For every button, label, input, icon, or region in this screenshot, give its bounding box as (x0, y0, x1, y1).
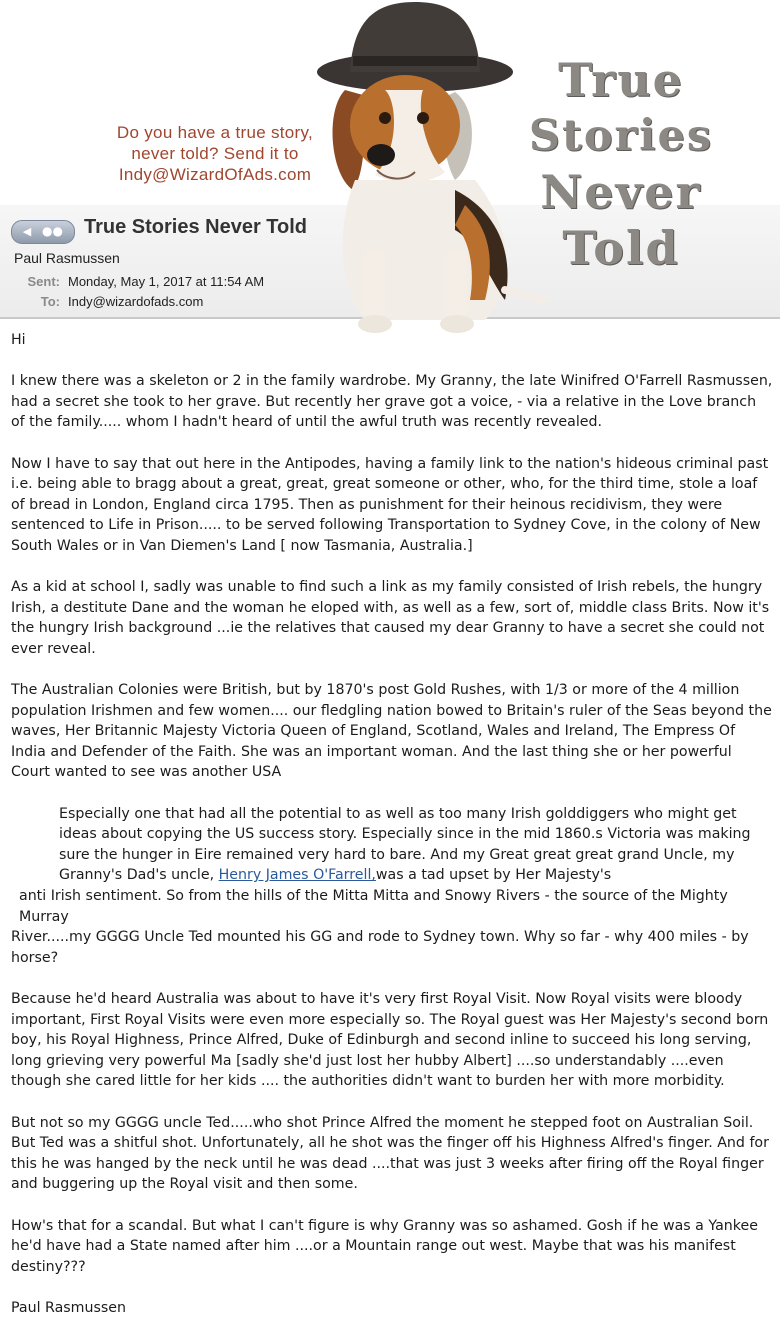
header (0, 0, 780, 320)
indented-text: Especially one that had all the potential to as well as too many Irish golddiggers who might get ideas about copying the US success story. Especially since in the mid 1860.s Victoria was making sure the hunger in Eire remained very hard to bare. And my Great great great grand Uncle, my Granny's Dad's uncle, (59, 805, 751, 884)
promo-line-1: Do you have a true story, (116, 123, 314, 142)
back-arrow-icon[interactable]: ◀ (22, 225, 32, 238)
email-subject: True Stories Never Told (84, 216, 308, 238)
continuation-paragraph: River.....my GGGG Uncle Ted mounted his GG and rode to Sydney town. Why so far - why 400 miles - by horse? (11, 929, 749, 966)
indented-text-after-link: was a tad upset by Her Majesty's (375, 867, 612, 884)
paragraph-4: The Australian Colonies were British, but by 1870's post Gold Rushes, with 1/3 or more of the 4 million population Irishmen and few women.... our fledgling nation bowed to Britain's ruler of the Seas beyond the waves, Her Britannic Majesty Victoria Queen of England, Scotland, Wales and Ireland, The Empress Of India and Defender of the Faith. She was an important woman. And the last thing she or her powerful Court wanted to see was another USA (11, 682, 772, 781)
to-value: Indy@wizardofads.com (68, 294, 204, 309)
sent-value: Monday, May 1, 2017 at 11:54 AM (68, 274, 265, 289)
promo-line-2: never told? Send it to (131, 144, 299, 163)
people-icon[interactable]: ●● (42, 224, 63, 238)
continuation-line: anti Irish sentiment. So from the hills of the Mitta Mitta and Snowy Rivers - the source of the Mighty Murray (19, 888, 728, 925)
signoff: Paul Rasmussen (11, 1299, 127, 1316)
to-label: To: (40, 294, 60, 309)
promo-line-3: Indy@WizardOfAds.com (118, 165, 312, 184)
title-word-2: Stories (528, 111, 714, 161)
title-word-4: Told (562, 221, 680, 275)
paragraph-2: Now I have to say that out here in the Antipodes, having a family link to the nation's hideous criminal past i.e. being able to bragg about a great, great, great someone or other, who, for the third time, stole a loaf of bread in London, England circa 1795. Then as punishment for their heinous recidivism, they were sentenced to Life in Prison..... to be served following Transportation to Sydney Cove, in the colony of New South Wales or in Van Diemen's Land [ now Tasmania, Australia.] (11, 455, 769, 554)
email-to-row (14, 294, 203, 309)
beagle-with-hat-illustration (305, 0, 550, 340)
paragraph-8: How's that for a scandal. But what I can't figure is why Granny was so ashamed. Gosh if he was a Yankee he'd have had a State named after him ....or a Mountain range out west. Maybe that was his manifest destiny??? (11, 1217, 758, 1275)
henry-james-ofarrell-link[interactable]: Henry James O'Farrell, (218, 867, 376, 884)
title-word-3: Never (540, 165, 702, 219)
sent-label: Sent: (27, 274, 60, 289)
email-body (11, 330, 773, 1339)
paragraph-1: I knew there was a skeleton or 2 in the family wardrobe. My Granny, the late Winifred O'Farrell Rasmussen, had a secret she took to her grave. But recently her grave got a voice, - via a relative in the Love branch of the family..... whom I hadn't heard of until the awful truth was recently revealed. (11, 373, 773, 431)
paragraph-6: Because he'd heard Australia was about to have it's very first Royal Visit. Now Royal visits were bloody important, First Royal Visits were even more especially so. The Royal guest was Her Majesty's second born boy, his Royal Highness, Prince Alfred, Duke of Edinburgh and second inline to succeed his long serving, long grieving very powerful Ma [sadly she'd just lost her hubby Albert] ....so understandably ....even though she cared little for her kids .... the authorities didn't want to burden her with more morbidity. (11, 991, 769, 1090)
paragraph-7: But not so my GGGG uncle Ted.....who shot Prince Alfred the moment he stepped foot on Australian Soil. But Ted was a shitful shot. Unfortunately, all he shot was the finger off his Highness Alfred's finger. And for this he was hanged by the neck until he was dead ....that was just 3 weeks after firing off the Royal finger and buggering up the Royal visit and then some. (11, 1114, 769, 1193)
indented-paragraph (59, 804, 773, 886)
paragraph-3: As a kid at school I, sadly was unable to find such a link as my family consisted of Irish rebels, the hungry Irish, a destitute Dane and the woman he eloped with, as well as a few, sort of, middle class Brits. Now it's the hungry Irish background ...ie the relatives that caused my dear Granny to have a secret she could not ever reveal. (11, 579, 770, 657)
email-sent-row (14, 274, 264, 289)
title-word-1: True (558, 53, 684, 107)
email-from: Paul Rasmussen (14, 250, 120, 266)
navigation-pill[interactable] (11, 220, 75, 244)
greeting: Hi (11, 332, 26, 348)
